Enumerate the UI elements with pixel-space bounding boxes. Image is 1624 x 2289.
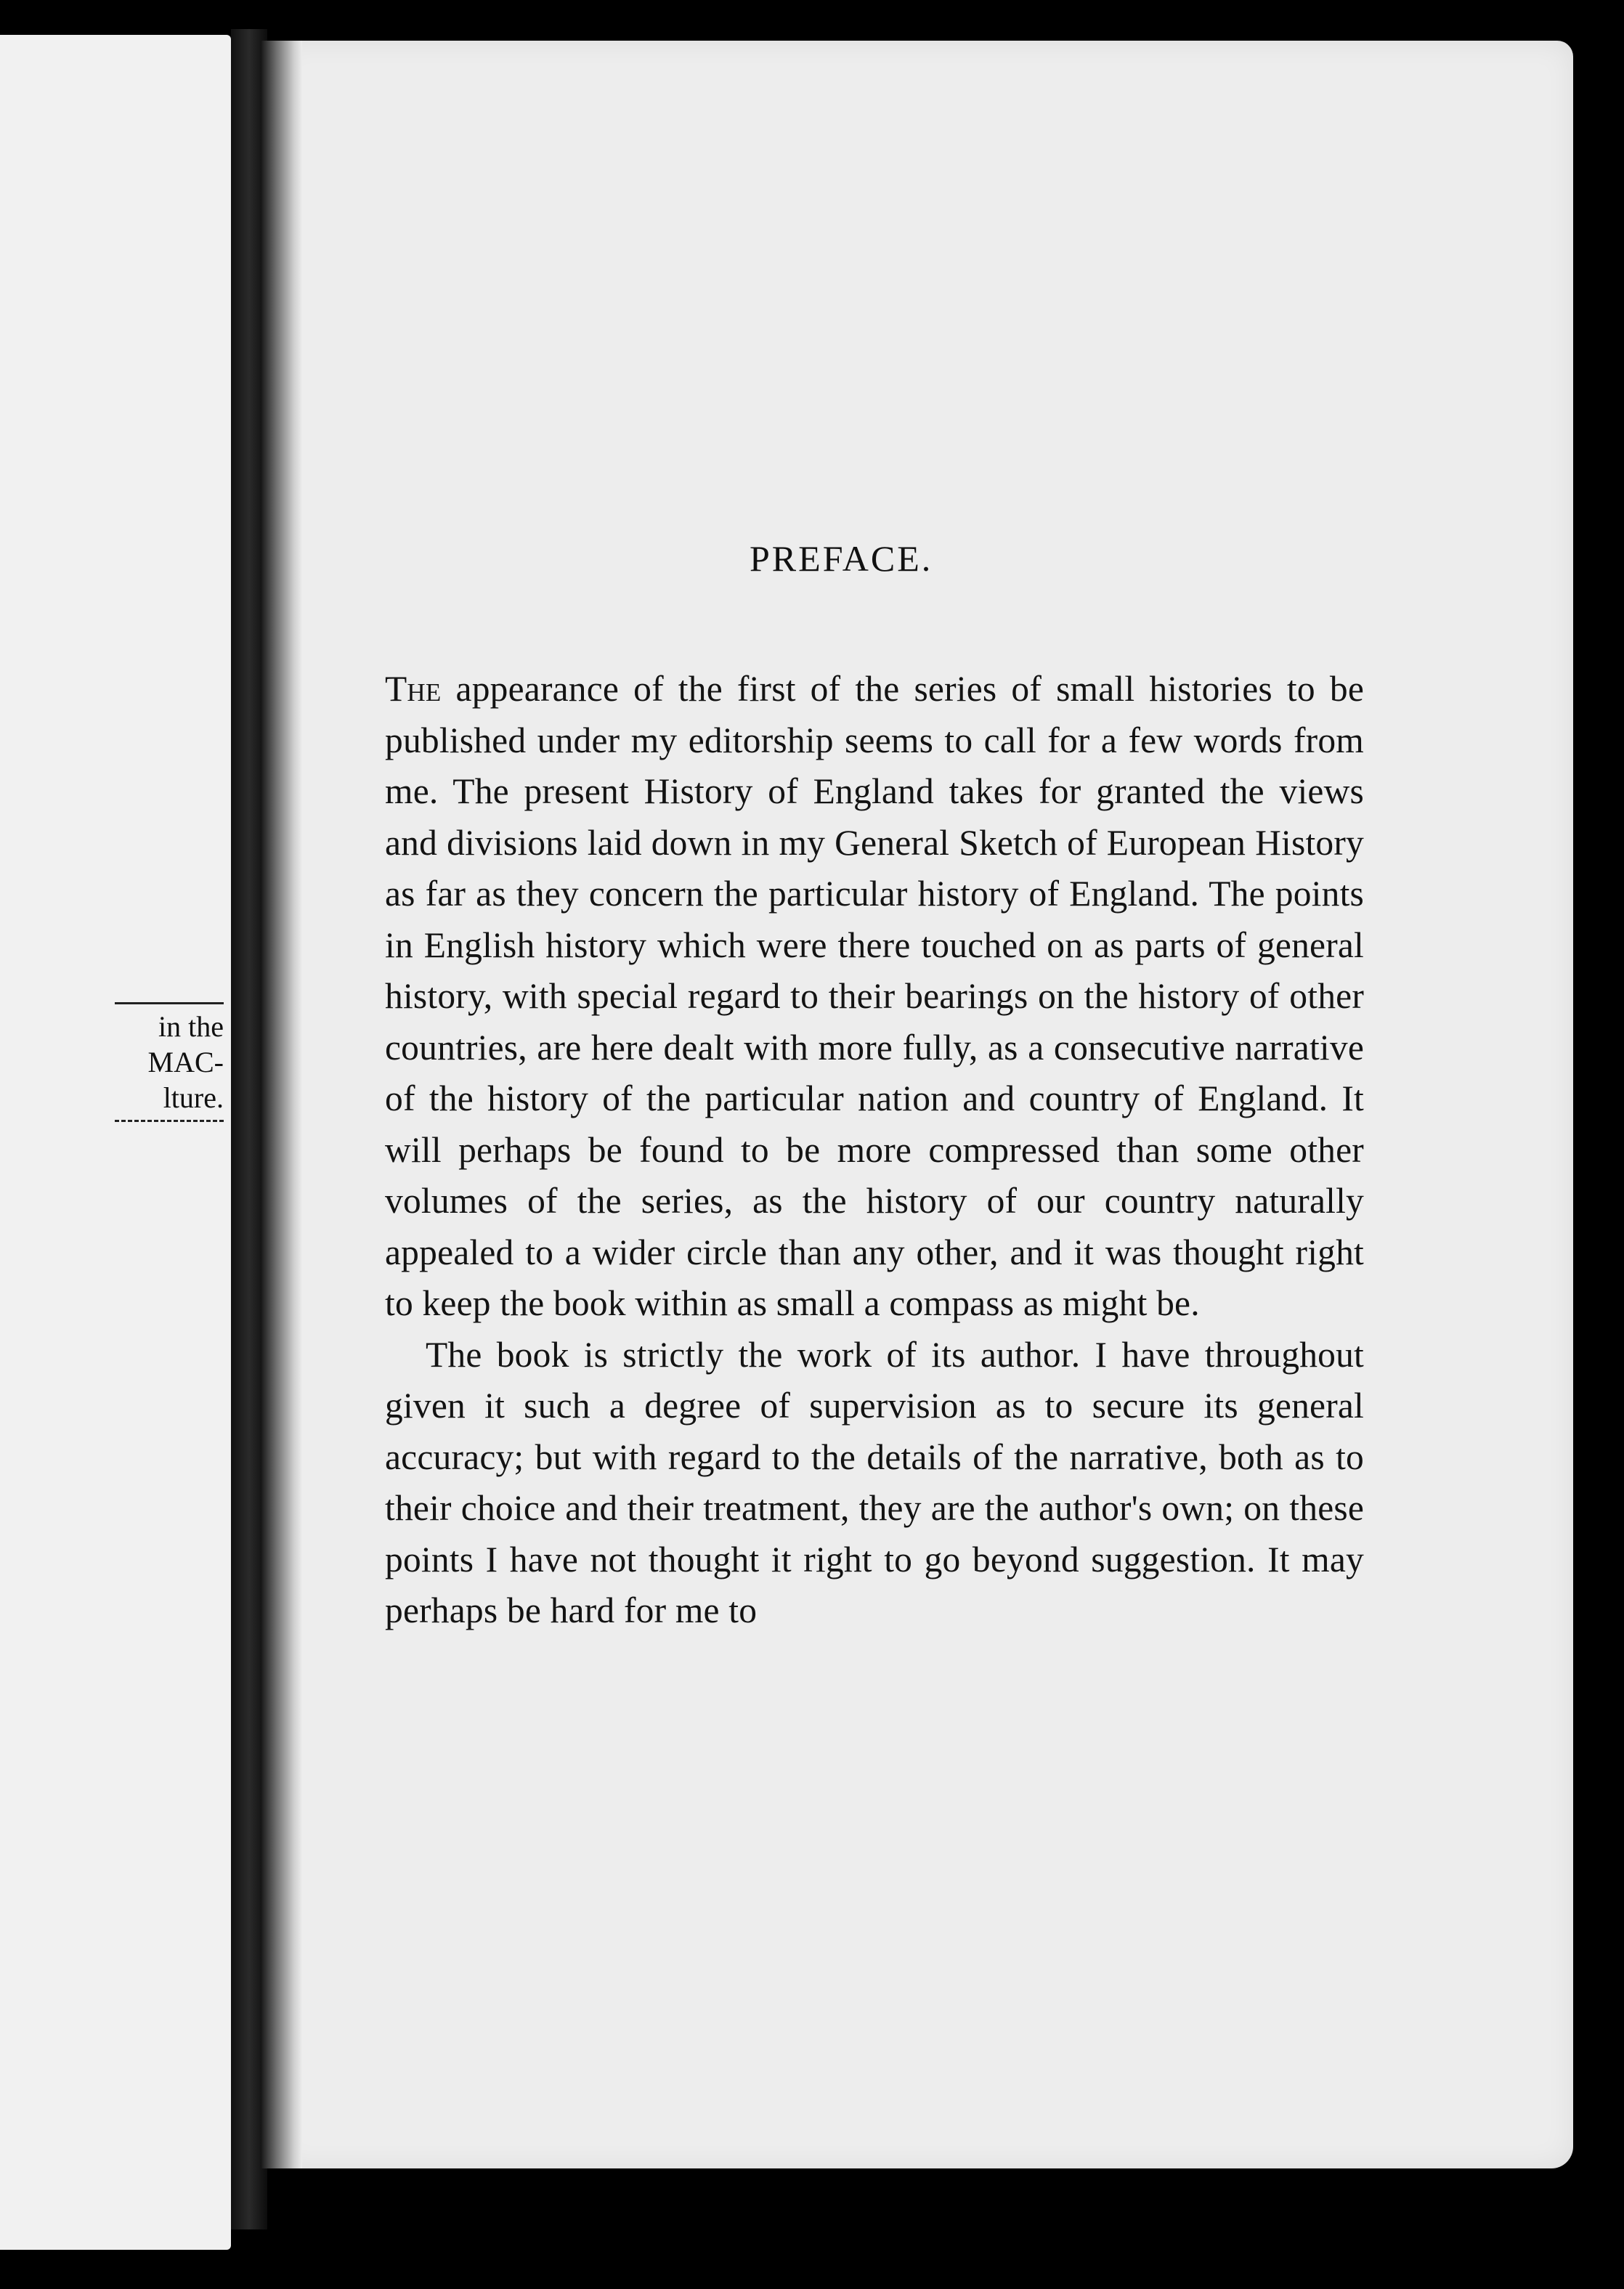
gutter-shadow — [261, 41, 302, 2168]
preface-body — [385, 664, 1364, 1637]
left-page — [0, 35, 231, 2250]
preface-paragraph-1 — [385, 664, 1364, 1330]
page-title: PREFACE. — [750, 538, 933, 579]
left-line-1: in the — [158, 1010, 224, 1043]
left-line-3: lture. — [163, 1081, 224, 1114]
left-page-text-fragment — [115, 998, 224, 1126]
left-rule-top — [115, 1002, 224, 1004]
preface-paragraph-2: The book is strictly the work of its author. I have throughout given it such a degree of supervision as to secure its general accuracy; but with regard to the details of the narrative, both as to their choice and their treatment, they are the author's own; on these points I have not thought it right to go beyond suggestion. It may perhaps be hard for me to — [385, 1334, 1364, 1630]
left-line-2: MAC- — [147, 1046, 224, 1078]
left-rule-bottom — [115, 1120, 224, 1122]
paragraph-lead-word: The — [385, 669, 442, 709]
preface-paragraph-1-text: appearance of the first of the series of small histories to be published under my editorship seems to call for a few words from me. The present History of England takes for granted the views and divisions laid down in my General Sketch of European History as far as they concern the particular history of England. The points in English history which were there touched on as parts of general history, with special regard to their bearings on the history of other countries, are here dealt with more fully, as a consecutive narrative of the history of the particular nation and country of England. It will perhaps be found to be more compressed than some other volumes of the series, as the history of our country naturally appealed to a wider circle than any other, and it was thought right to keep the book within as small a compass as might be. — [385, 669, 1364, 1323]
